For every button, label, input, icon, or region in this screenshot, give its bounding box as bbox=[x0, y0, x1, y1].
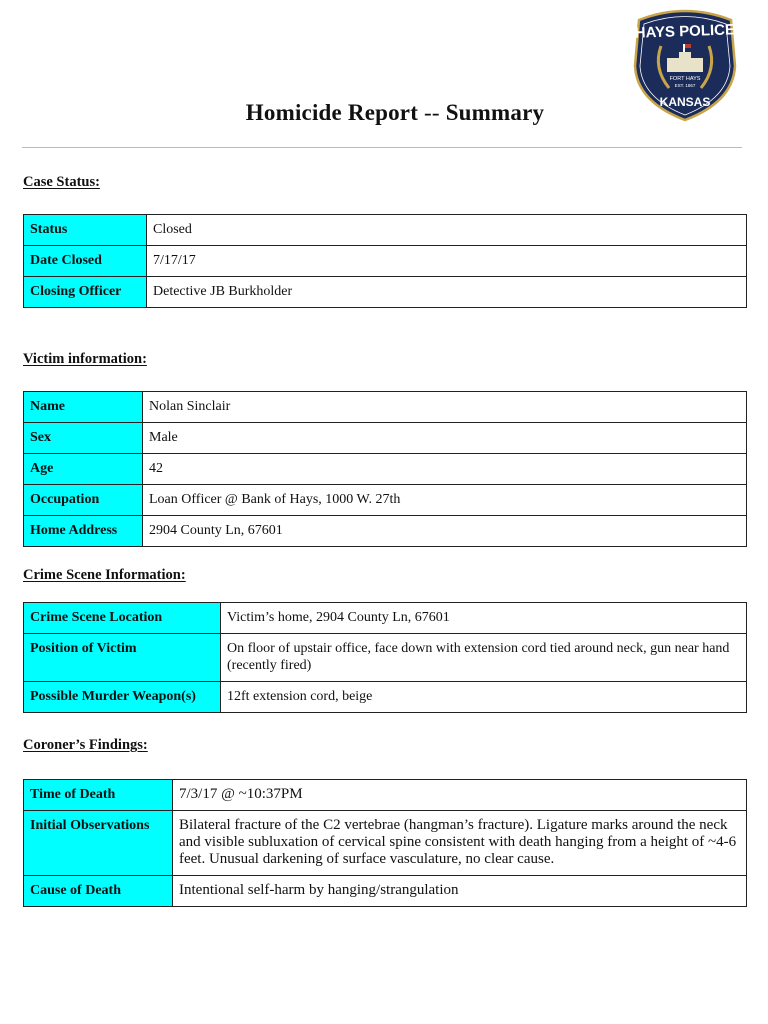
murder-weapon-label: Possible Murder Weapon(s) bbox=[24, 682, 221, 713]
time-of-death-value: 7/3/17 @ ~10:37PM bbox=[173, 780, 747, 811]
badge-fort-icon bbox=[667, 58, 703, 72]
murder-weapon-value: 12ft extension cord, beige bbox=[221, 682, 747, 713]
victim-address-label: Home Address bbox=[24, 516, 143, 547]
table-row bbox=[24, 485, 747, 516]
table-row bbox=[24, 682, 747, 713]
victim-position-value: On floor of upstair office, face down with extension cord tied around neck, gun near hand (recently fired) bbox=[221, 634, 747, 682]
crime-scene-location-label: Crime Scene Location bbox=[24, 603, 221, 634]
victim-name-value: Nolan Sinclair bbox=[143, 392, 747, 423]
victim-heading: Victim information: bbox=[23, 351, 147, 367]
status-value: Closed bbox=[147, 215, 747, 246]
badge-est-text: EST. 1867 bbox=[674, 83, 696, 88]
crime-scene-location-value: Victim’s home, 2904 County Ln, 67601 bbox=[221, 603, 747, 634]
title-dash: -- bbox=[424, 100, 440, 125]
victim-occupation-value: Loan Officer @ Bank of Hays, 1000 W. 27th bbox=[143, 485, 747, 516]
badge-middle-text: FORT HAYS bbox=[669, 76, 701, 82]
title-sub: Summary bbox=[445, 100, 545, 125]
cause-of-death-label: Cause of Death bbox=[24, 876, 173, 907]
coroner-table bbox=[23, 779, 747, 907]
victim-address-value: 2904 County Ln, 67601 bbox=[143, 516, 747, 547]
table-row bbox=[24, 454, 747, 485]
crime-scene-table bbox=[23, 602, 747, 713]
victim-sex-label: Sex bbox=[24, 423, 143, 454]
victim-name-label: Name bbox=[24, 392, 143, 423]
header-divider bbox=[22, 147, 742, 148]
victim-position-label: Position of Victim bbox=[24, 634, 221, 682]
table-row bbox=[24, 876, 747, 907]
table-row bbox=[24, 246, 747, 277]
badge-top-text: HAYS POLICE bbox=[634, 21, 736, 42]
table-row bbox=[24, 277, 747, 308]
case-status-table bbox=[23, 214, 747, 308]
cause-of-death-value: Intentional self-harm by hanging/strangulation bbox=[173, 876, 747, 907]
date-closed-label: Date Closed bbox=[24, 246, 147, 277]
time-of-death-label: Time of Death bbox=[24, 780, 173, 811]
table-row bbox=[24, 634, 747, 682]
table-row bbox=[24, 780, 747, 811]
table-row bbox=[24, 423, 747, 454]
closing-officer-label: Closing Officer bbox=[24, 277, 147, 308]
victim-age-value: 42 bbox=[143, 454, 747, 485]
victim-age-label: Age bbox=[24, 454, 143, 485]
victim-occupation-label: Occupation bbox=[24, 485, 143, 516]
victim-sex-value: Male bbox=[143, 423, 747, 454]
coroner-heading: Coroner’s Findings: bbox=[23, 737, 148, 753]
badge-bottom-text: KANSAS bbox=[659, 95, 711, 109]
crime-scene-heading: Crime Scene Information: bbox=[23, 567, 186, 583]
table-row bbox=[24, 392, 747, 423]
initial-observations-value: Bilateral fracture of the C2 vertebrae (hangman’s fracture). Ligature marks around the neck and visible subluxation of cervical spine consistent with death hanging from a height of ~4-6 feet. Unusual darkening of surface vasculature, no clear cause. bbox=[173, 811, 747, 876]
table-row bbox=[24, 811, 747, 876]
initial-observations-label: Initial Observations bbox=[24, 811, 173, 876]
table-row bbox=[24, 215, 747, 246]
date-closed-value: 7/17/17 bbox=[147, 246, 747, 277]
victim-table bbox=[23, 391, 747, 547]
title-main: Homicide Report bbox=[245, 100, 419, 125]
closing-officer-value: Detective JB Burkholder bbox=[147, 277, 747, 308]
case-status-heading: Case Status: bbox=[23, 174, 100, 190]
table-row bbox=[24, 603, 747, 634]
status-label: Status bbox=[24, 215, 147, 246]
table-row bbox=[24, 516, 747, 547]
page-title bbox=[0, 100, 768, 126]
